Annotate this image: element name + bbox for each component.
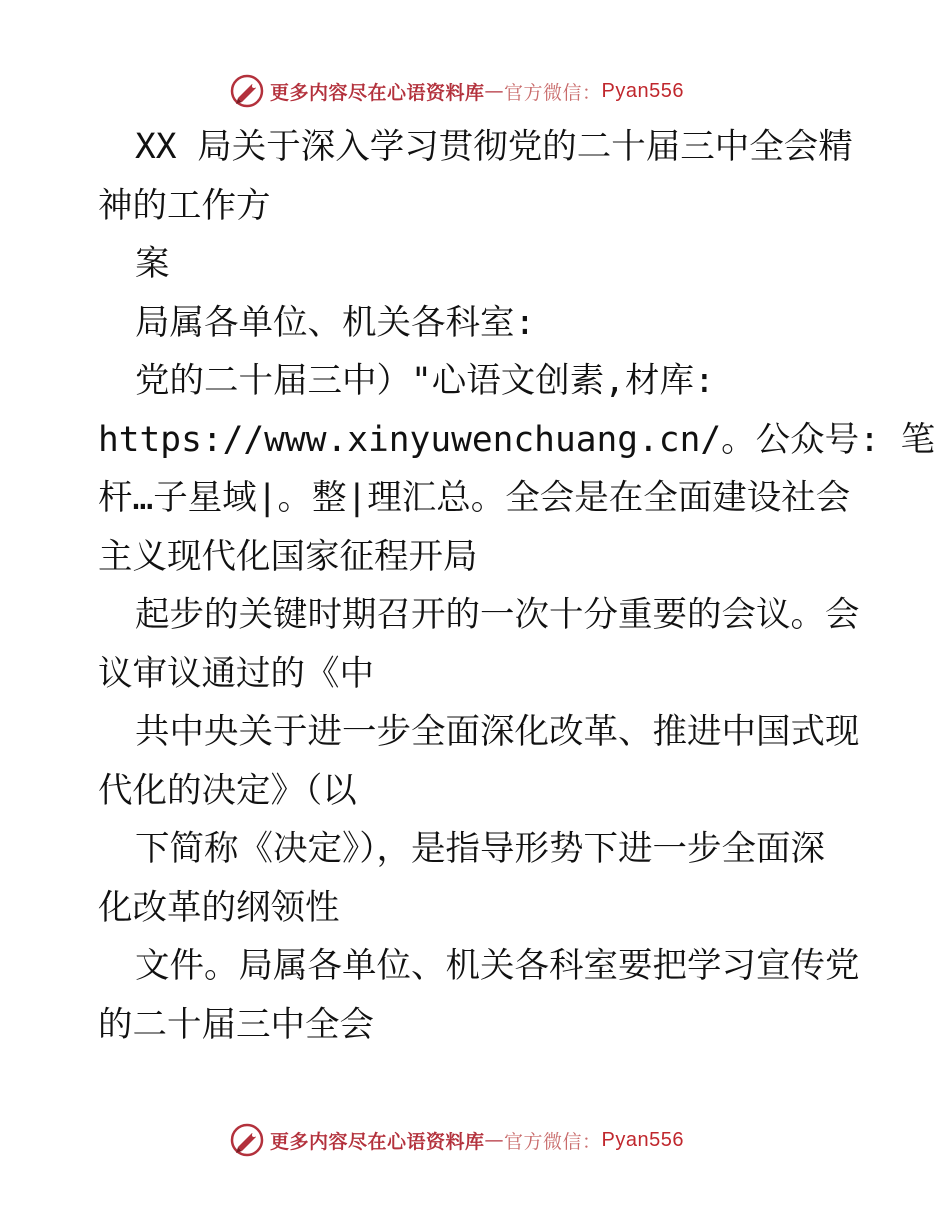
banner-text [270, 1127, 684, 1154]
document-line: 议审议通过的《中 [98, 653, 374, 694]
document-line: 化改革的纲领性 [98, 887, 340, 928]
document-line: 局属各单位、机关各科室: [135, 302, 536, 343]
pen-logo-icon [230, 1123, 264, 1157]
banner-main-text: 更多内容尽在心语资料库 [270, 1130, 485, 1153]
document-line: 起步的关键时期召开的一次十分重要的会议。会 [135, 595, 860, 635]
document-line: 的二十届三中全会 [98, 1004, 374, 1045]
document-line: 杆…子星域|。整|理汇总。全会是在全面建设社会 [98, 478, 851, 518]
banner-main-text: 更多内容尽在心语资料库 [270, 81, 485, 104]
banner-wechat-label: 官方微信： [504, 1130, 602, 1153]
document-line: https://www.xinyuwenchuang.cn/。公众号: 笔 [98, 419, 936, 460]
footer-watermark-banner [230, 1122, 750, 1158]
document-line: 共中央关于进一步全面深化改革、推进中国式现 [135, 712, 860, 752]
document-line: 党的二十届三中）"心语文创素,材库: [135, 361, 715, 401]
banner-dash: — [484, 1129, 505, 1151]
header-watermark-banner [230, 73, 750, 109]
document-line: XX 局关于深入学习贯彻党的二十届三中全会精 [135, 127, 853, 167]
document-line: 案 [135, 244, 170, 284]
banner-wechat-label: 官方微信： [504, 81, 602, 104]
banner-wechat-id: Pyan556 [601, 1128, 684, 1151]
banner-dash: — [484, 80, 505, 102]
document-body [98, 118, 936, 1054]
banner-text [270, 78, 684, 105]
document-line: 代化的决定》（以 [98, 770, 357, 811]
document-line: 文件。局属各单位、机关各科室要把学习宣传党 [135, 946, 860, 986]
banner-wechat-id: Pyan556 [601, 79, 684, 102]
document-line: 下简称《决定》），是指导形势下进一步全面深 [135, 829, 825, 869]
document-line: 主义现代化国家征程开局 [98, 536, 478, 577]
document-line: 神的工作方 [98, 185, 271, 226]
pen-logo-icon [230, 74, 264, 108]
